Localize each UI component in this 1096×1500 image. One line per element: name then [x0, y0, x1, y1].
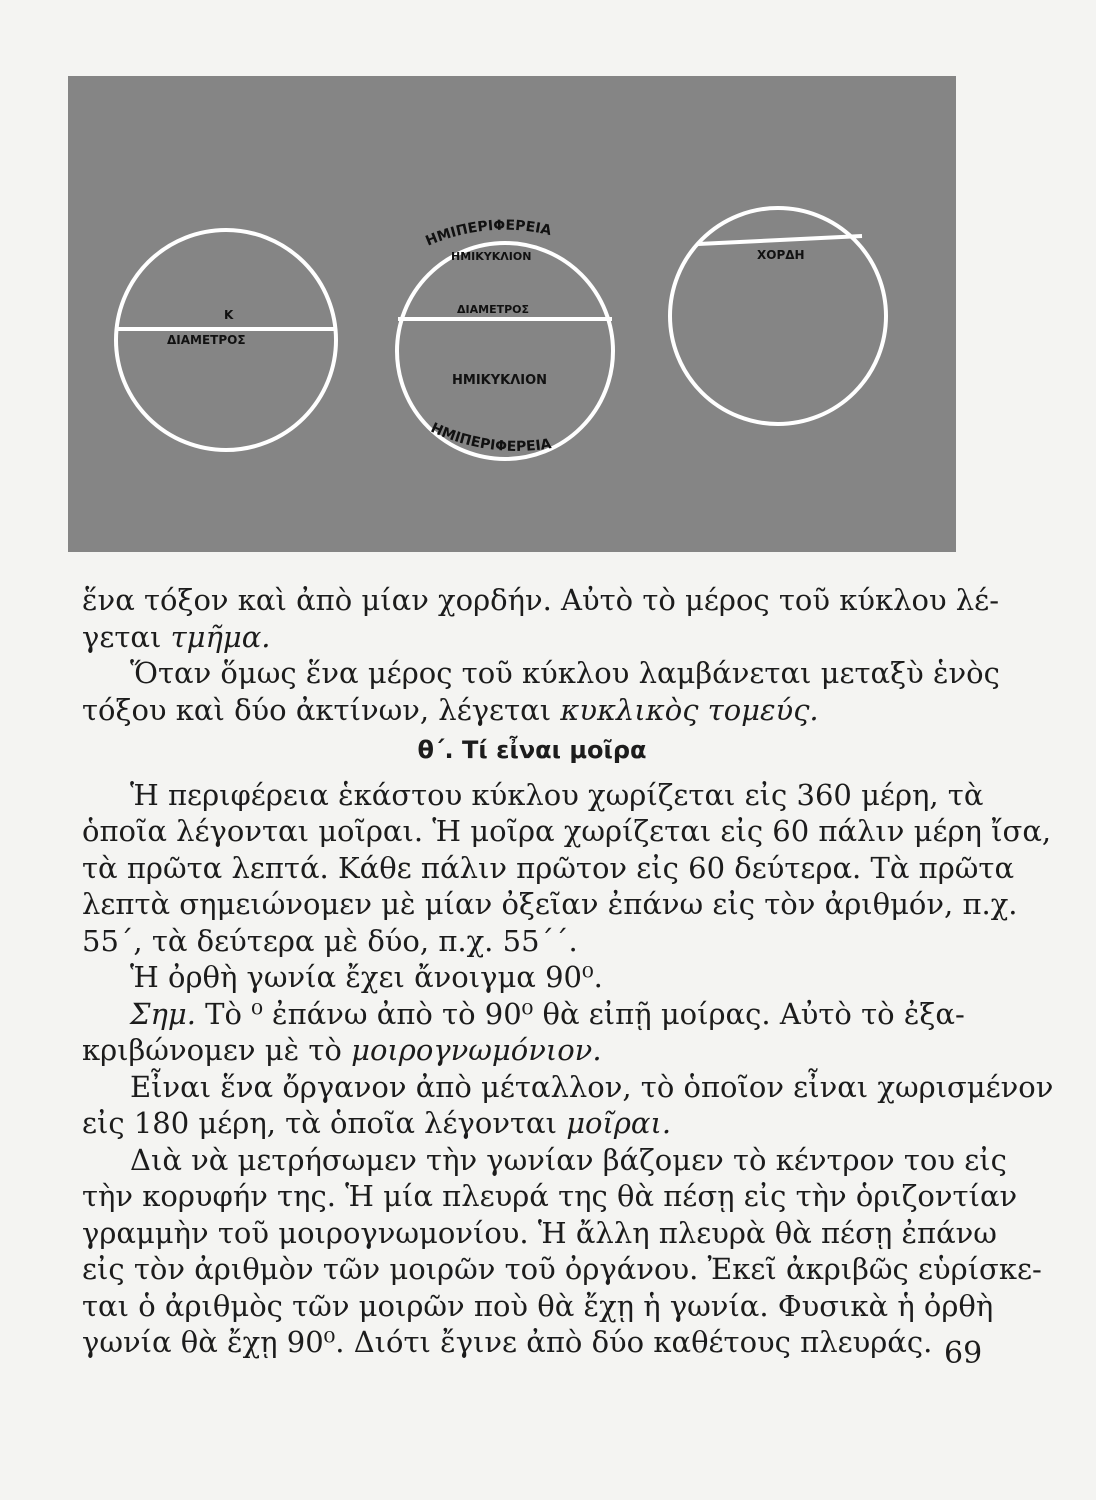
term-sector: κυκλικὸς τομεύς.: [560, 692, 819, 727]
text-line: τὰ πρῶτα λεπτά. Κάθε πάλιν πρῶτον εἰς 60 δεύτερα. Τὰ πρῶτα: [82, 850, 1015, 885]
text-line: ἕνα τόξον καὶ ἀπὸ μίαν χορδήν. Αὐτὸ τὸ μέρος τοῦ κύκλου λέ-: [82, 583, 999, 617]
text-line: Ἡ ὀρθὴ γωνία ἔχει ἄνοιγμα 90⁰.: [130, 960, 603, 994]
text-line: Εἶναι ἕνα ὄργανον ἀπὸ μέταλλον, τὸ ὁποῖον εἶναι χωρισμένον: [130, 1069, 1054, 1104]
circle-with-diameter: [116, 230, 336, 450]
text-line: γραμμὴν τοῦ μοιρογνωμονίου. Ἡ ἄλλη πλευρὰ θὰ πέσῃ ἐπάνω: [82, 1215, 997, 1250]
text-line: λεπτὰ σημειώνομεν μὲ μίαν ὀξεῖαν ἐπάνω εἰς τὸν ἀριθμόν, π.χ.: [82, 887, 1018, 921]
term-degrees: μοῖραι.: [566, 1106, 672, 1140]
text-run: γεται: [82, 619, 171, 654]
diameter-label: ΔΙΑΜΕΤΡΟΣ: [167, 333, 246, 347]
text-run: Τὸ ⁰ ἐπάνω ἀπὸ τὸ 90⁰ θὰ εἰπῇ μοίρας. Αὐτὸ τὸ ἐξα-: [195, 996, 965, 1031]
circle-figure: [68, 76, 956, 552]
text-line: εἰς τὸν ἀριθμὸν τῶν μοιρῶν τοῦ ὀργάνου. Ἐκεῖ ἀκριβῶς εὑρίσκε-: [82, 1252, 1042, 1286]
text-line: [82, 692, 982, 729]
paragraph-right-angle: [82, 959, 982, 996]
center-label: Κ: [224, 308, 234, 322]
text-line: γωνία θὰ ἔχῃ 90⁰. Διότι ἔγινε ἀπὸ δύο καθέτους πλευράς.: [82, 1325, 933, 1359]
text-line: 55΄, τὰ δεύτερα μὲ δύο, π.χ. 55΄΄.: [82, 923, 578, 958]
paragraph-instrument: [82, 1069, 1054, 1142]
text-line: τὴν κορυφήν της. Ἡ μία πλευρά της θὰ πέσῃ εἰς τὴν ὁριζοντίαν: [82, 1179, 1018, 1213]
term-segment: τμῆμα.: [170, 619, 271, 654]
text-line: [82, 1105, 982, 1142]
upper-semicircle-label: ΗΜΙΚΥΚΛΙΟΝ: [451, 250, 532, 263]
middle-diameter-label: ΔΙΑΜΕΤΡΟΣ: [457, 303, 530, 316]
circles-diagram: [68, 76, 956, 552]
lower-semicircle-label: ΗΜΙΚΥΚΛΙΟΝ: [452, 373, 548, 388]
upper-arc-label: ΗΜΙΠΕΡΙΦΕΡΕΙΑ: [423, 217, 553, 250]
circle-with-semicircles: [397, 218, 613, 459]
paragraph-note: [82, 996, 982, 1069]
text-line: [82, 996, 982, 1033]
paragraph-sector: [82, 655, 1000, 728]
circle-with-chord: [670, 208, 886, 424]
paragraph-degree: [82, 777, 1052, 960]
text-line: Ἡ περιφέρεια ἑκάστου κύκλου χωρίζεται εἰς 360 μέρη, τὰ: [130, 777, 984, 812]
text-line: ὁποῖα λέγονται μοῖραι. Ἡ μοῖρα χωρίζεται εἰς 60 πάλιν μέρη ἴσα,: [82, 814, 1052, 848]
term-protractor: μοιρογνωμόνιον.: [351, 1033, 602, 1067]
text-run: τόξου καὶ δύο ἀκτίνων, λέγεται: [82, 692, 561, 727]
paragraph-measuring: [82, 1142, 1042, 1361]
text-line: [82, 619, 982, 656]
page-number: 69: [944, 1336, 983, 1371]
paragraph-segment: [82, 582, 999, 655]
text-run: κριβώνομεν μὲ τὸ: [82, 1033, 352, 1067]
lower-arc-label: ΗΜΙΠΕΡΙΦΕΡΕΙΑ: [428, 420, 553, 456]
note-label: Σημ.: [130, 996, 196, 1031]
text-line: Διὰ νὰ μετρήσωμεν τὴν γωνίαν βάζομεν τὸ κέντρον του εἰς: [130, 1142, 1007, 1177]
text-line: Ὅταν ὅμως ἕνα μέρος τοῦ κύκλου λαμβάνεται μεταξὺ ἑνὸς: [130, 656, 1000, 690]
section-heading: θ΄. Τί εἶναι μοῖρα: [417, 736, 647, 764]
text-line: [82, 1032, 982, 1069]
body-text: [82, 582, 1054, 1361]
chord-label: ΧΟΡΔΗ: [757, 248, 805, 262]
text-line: ται ὁ ἀριθμὸς τῶν μοιρῶν ποὺ θὰ ἔχῃ ἡ γωνία. Φυσικὰ ἡ ὀρθὴ: [82, 1288, 994, 1323]
text-run: εἰς 180 μέρη, τὰ ὁποῖα λέγονται: [82, 1106, 567, 1140]
